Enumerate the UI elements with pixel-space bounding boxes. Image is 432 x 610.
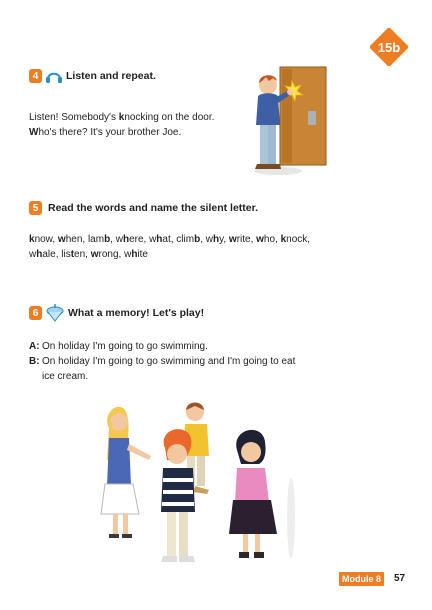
silent-letter: t [70, 249, 75, 260]
dialog-line [29, 369, 295, 384]
text-run: now, [34, 234, 58, 245]
section-title: What a memory! Let's play! [68, 307, 205, 319]
text-line [29, 125, 214, 140]
section-4-heading [29, 69, 156, 83]
lesson-badge-label: 15b [377, 39, 401, 55]
silent-letter: b [194, 234, 201, 245]
section-title: Listen and repeat. [66, 70, 156, 82]
boy-redhead [161, 429, 195, 562]
lesson-badge [370, 28, 408, 66]
silent-letter: h [36, 249, 43, 260]
text-run: ale, lis [42, 249, 71, 260]
dialog-text: On holiday I'm going to go swimming. [42, 341, 208, 352]
silent-letter: w [256, 234, 264, 245]
speaker [29, 369, 42, 384]
text-run: rong, w [98, 249, 132, 260]
dialog-text: On holiday I'm going to go swimming and I'm going to eat [42, 356, 296, 367]
text-run: Listen! Somebody's [29, 112, 119, 123]
silent-letter: k [29, 234, 35, 245]
silent-letter: W [29, 127, 39, 138]
text-run: en, [74, 249, 91, 260]
dialog-line [29, 339, 295, 354]
section-4-text [29, 110, 214, 140]
text-run: hen, lam [65, 234, 105, 245]
dialog-line [29, 354, 295, 369]
text-run: ho's there? It's your brother Joe. [38, 127, 182, 138]
girl-dark-hair [229, 430, 295, 558]
text-run: y, [219, 234, 229, 245]
silent-letter: w [228, 234, 237, 245]
section-number: 6 [29, 306, 42, 320]
silent-letter: h [131, 249, 138, 260]
silent-letter: k [118, 112, 125, 123]
text-run: ho, [263, 234, 281, 245]
section-6-heading [29, 303, 204, 323]
text-run: rite, [236, 234, 257, 245]
silent-letter: w [57, 234, 66, 245]
silent-letter: h [122, 234, 130, 245]
text-run: nocking on the door. [124, 112, 215, 123]
text-run: ite [137, 249, 148, 260]
boy-knocking-illustration [248, 65, 330, 177]
dialog-text: ice cream. [42, 371, 89, 382]
headphones-icon [45, 69, 63, 83]
section-6-dialog [29, 339, 295, 384]
text-line [29, 247, 310, 262]
text-run: nock, [286, 234, 311, 245]
spinning-top-icon [45, 303, 65, 323]
text-run: , w [110, 234, 123, 245]
text-run: w [29, 249, 37, 260]
silent-letter: k [280, 234, 287, 245]
module-tag: Module 8 [339, 572, 384, 586]
section-5-heading [29, 201, 258, 215]
text-line [29, 232, 310, 247]
text-line [29, 110, 214, 125]
silent-letter: w [90, 249, 99, 260]
page-number: 57 [394, 573, 406, 584]
section-title: Read the words and name the silent letter. [48, 202, 259, 214]
girl-blonde [101, 407, 151, 538]
text-run: at, clim [162, 234, 195, 245]
silent-letter: h [156, 234, 163, 245]
section-number: 5 [29, 201, 42, 215]
section-number: 4 [29, 69, 42, 83]
section-5-text [29, 232, 310, 262]
silent-letter: h [212, 234, 220, 245]
speaker: B: [29, 356, 40, 367]
speaker: A: [29, 341, 40, 352]
children-playing-illustration [95, 398, 295, 574]
silent-letter: b [104, 234, 111, 245]
text-run: , w [200, 234, 213, 245]
text-run: ere, w [129, 234, 157, 245]
